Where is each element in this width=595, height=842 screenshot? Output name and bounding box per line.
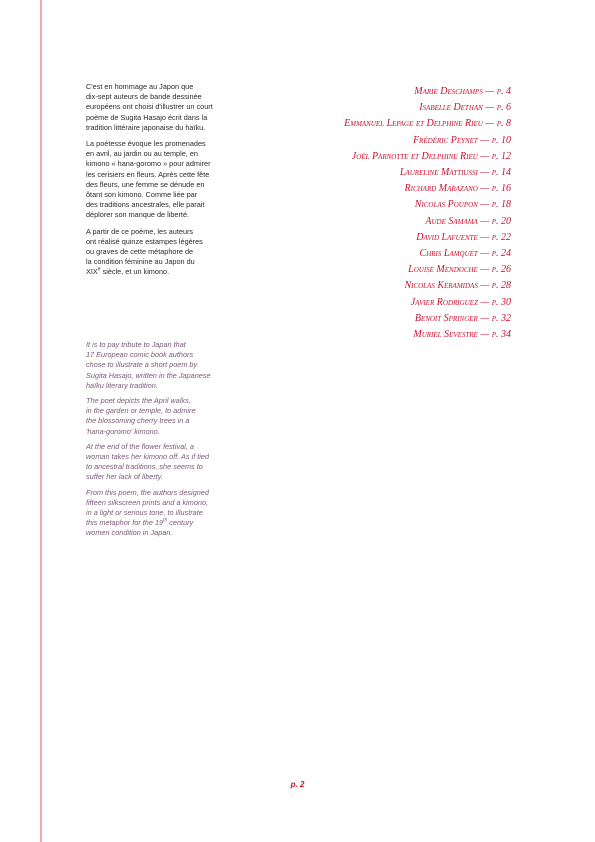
toc-entry[interactable]: Chris Lamquet — p. 24 bbox=[419, 248, 511, 260]
intro-fr-paragraph-1: C'est en hommage au Japon que dix-sept auteurs de bande dessinée européens ont choisi d'illustrer un court poème de Sugita Hasajo écrit dans la tradition littéraire japonaise du haïku. bbox=[86, 82, 213, 132]
toc-entry[interactable]: Joël Parnotte et Delphine Rieu — p. 12 bbox=[351, 150, 511, 162]
toc-entry[interactable]: Richard Marazano — p. 16 bbox=[404, 183, 511, 195]
toc-entry[interactable]: Emmanuel Lepage et Delphine Rieu — p. 8 bbox=[344, 118, 511, 130]
intro-en-paragraph-1: It is to pay tribute to Japan that 17 European comic book authors chose to illustrate a short poem by Sugita Hasajo, written in the Japanese haïku literary tradition. bbox=[86, 340, 211, 390]
table-of-contents bbox=[251, 84, 511, 343]
intro-fr-paragraph-2: La poétesse évoque les promenades en avril, au jardin ou au temple, en kimono « hana-goromo » pour admirer les cerisiers en fleurs. Après cette fête des fleurs, une femme se dénude en ôtant son kimono. Comme liée par des traditions ancestrales, elle parait déplorer son manque de liberté. bbox=[86, 139, 211, 220]
toc-entry[interactable]: Marie Deschamps — p. 4 bbox=[414, 86, 511, 97]
intro-en-paragraph-2: The poet depicts the April walks, in the garden or temple, to admire the blossoming cherry trees in a 'hana-goromo' kimono. bbox=[86, 396, 196, 436]
toc-entry[interactable]: Nicolas Keramidas — p. 28 bbox=[404, 280, 511, 292]
toc-entry[interactable]: Louise Mendoche — p. 26 bbox=[408, 264, 511, 276]
toc-entry[interactable]: Javier Rodriguez — p. 30 bbox=[410, 296, 511, 308]
intro-en-p4-end: century women condition in Japan. bbox=[86, 518, 194, 538]
toc-entry[interactable]: Laureline Mattiussi — p. 14 bbox=[399, 167, 511, 179]
intro-en-p4-text: From this poem, the authors designed fifteen silkscreen prints and a kimono, in a light or serious tone, to illustrate this metaphor for the 19 bbox=[86, 487, 209, 528]
toc-entry[interactable]: Benoit Springer — p. 32 bbox=[414, 312, 511, 324]
intro-en-paragraph-3: At the end of the flower festival, a woman takes her kimono off. As if tied to ancestral traditions, she seems to suffer her lack of liberty. bbox=[86, 441, 210, 482]
toc-entry[interactable]: David Lafuente — p. 22 bbox=[416, 231, 511, 243]
intro-french bbox=[86, 82, 248, 284]
intro-en-p4-sup: th bbox=[163, 517, 168, 524]
toc-entry[interactable]: Aude Samama — p. 20 bbox=[425, 215, 511, 227]
intro-fr-p3-sup: e bbox=[97, 267, 101, 274]
intro-fr-p3-text: A partir de ce poème, les auteurs ont réalisé quinze estampes légères ou graves de cette métaphore de la condition féminine au Japon du XIX bbox=[86, 226, 203, 277]
intro-fr-paragraph-3 bbox=[86, 227, 248, 278]
toc-entry[interactable]: Muriel Sevestre — p. 34 bbox=[413, 329, 511, 341]
left-margin-rule bbox=[40, 0, 42, 842]
toc-entry[interactable]: Frédéric Peynet — p. 10 bbox=[412, 134, 511, 146]
toc-entry[interactable]: Isabelle Dethan — p. 6 bbox=[419, 102, 511, 114]
intro-fr-p3-end: siècle, et un kimono. bbox=[100, 267, 170, 277]
toc-entry[interactable]: Nicolas Poupon — p. 18 bbox=[414, 199, 511, 211]
intro-en-paragraph-4 bbox=[86, 488, 246, 539]
page-number: p. 2 bbox=[290, 780, 305, 789]
intro-english bbox=[86, 340, 246, 544]
